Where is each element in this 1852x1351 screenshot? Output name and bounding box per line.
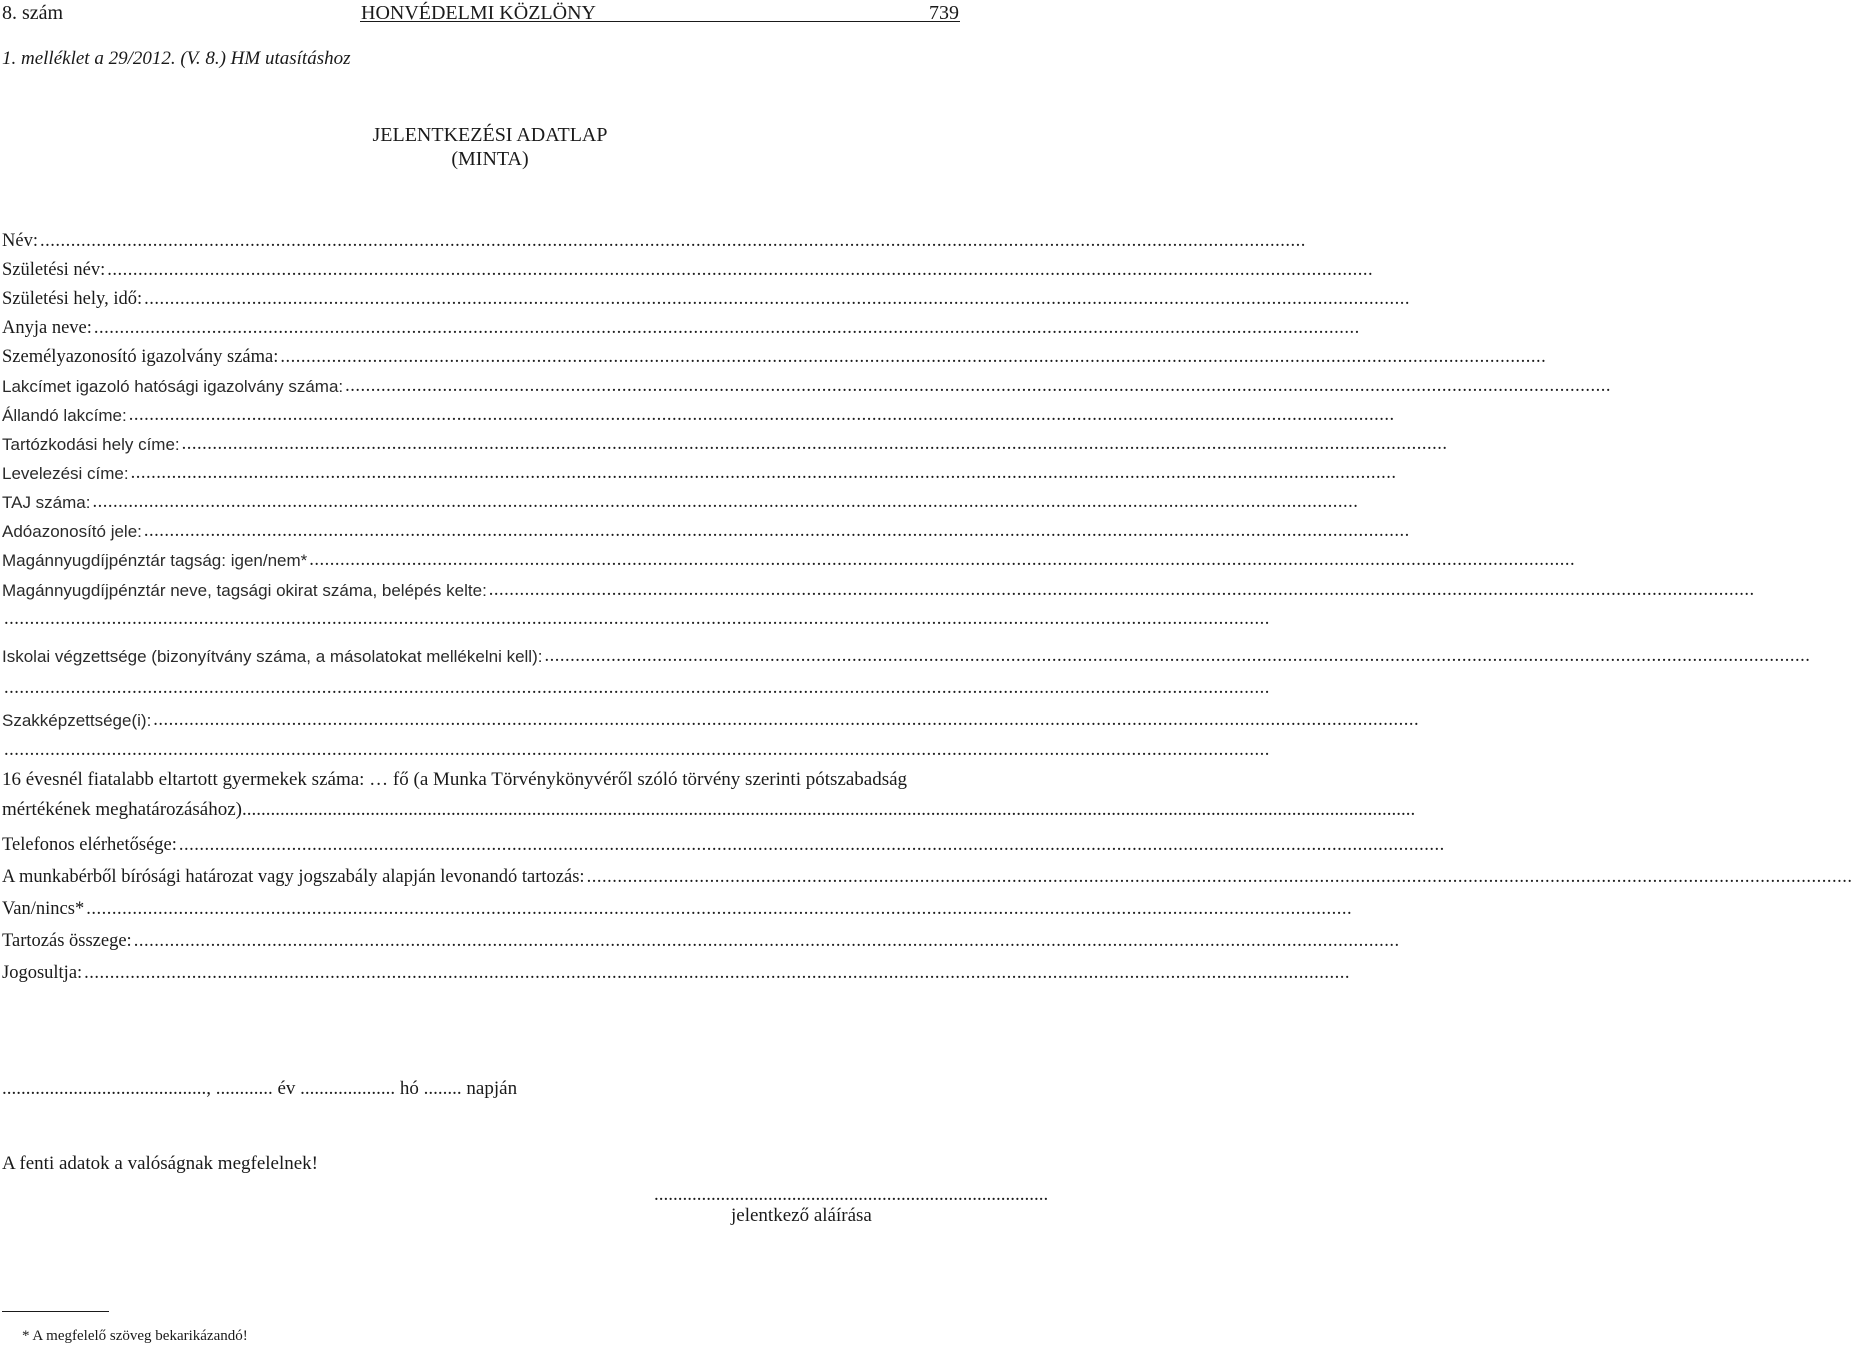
fill-line: ....................................................................................................................................................................................................................................................... (143, 521, 1410, 541)
fill-line: ....................................................................................................................................................................................................................................................... (345, 376, 1612, 396)
field-label: Lakcímet igazoló hatósági igazolvány száma: (2, 377, 344, 396)
fill-line: ....................................................................................................................................................................................................................................................... (488, 580, 1755, 600)
field-label: Magánnyugdíjpénztár neve, tagsági okirat száma, belépés kelte: (2, 581, 487, 600)
field-wage-deduction[interactable] (2, 862, 1852, 888)
signature-label: jelentkező aláírása (731, 1205, 872, 1226)
fill-line: ....................................................................................................................................................................................................................................................... (130, 463, 1397, 483)
fill-line: ....................................................................................................................................................................................................................................................... (153, 710, 1420, 730)
fill-line: ....................................................................................................................................................................................................................................................... (84, 963, 1351, 983)
field-label: Telefonos elérhetősége: (2, 835, 177, 855)
annex-reference: 1. melléklet a 29/2012. (V. 8.) HM utasításhoz (2, 48, 351, 69)
children-count-label: mértékének meghatározásához) (2, 799, 243, 820)
field-birth-place-date[interactable] (2, 284, 1410, 310)
field-label: Anyja neve: (2, 318, 92, 338)
field-name[interactable] (2, 226, 1306, 252)
field-residence-address[interactable] (2, 429, 1448, 455)
field-mother-name[interactable] (2, 313, 1360, 339)
field-label: Iskolai végzettsége (bizonyítvány száma, a másolatokat mellékelni kell): (2, 647, 543, 666)
fill-line: ....................................................................................................................................................................................................................................................... (178, 835, 1445, 855)
field-label: Levelezési címe: (2, 464, 129, 483)
field-has-debt[interactable] (2, 894, 1353, 920)
field-label: Tartózkodási hely címe: (2, 435, 180, 454)
fill-line: ....................................................................................................................................................................................................................................................... (39, 231, 1306, 251)
field-education[interactable] (2, 641, 1811, 667)
field-birth-name[interactable] (2, 255, 1374, 281)
fill-line: ....................................................................................................................................................................................................................................................... (128, 405, 1395, 425)
fill-line: ....................................................................................................................................................................................................................................................... (86, 899, 1353, 919)
form-subtitle: (MINTA) (451, 148, 529, 170)
header-rule (360, 21, 960, 22)
field-taj-number[interactable] (2, 487, 1359, 513)
fill-line: ....................................................................................................................................................................................................................................................... (544, 646, 1811, 666)
footnote-rule (2, 1311, 109, 1312)
field-label: Van/nincs* (2, 899, 85, 919)
fill-line: ....................................................................................................................................................................................................................................................... (181, 434, 1448, 454)
children-count-text-cont[interactable] (2, 799, 1416, 821)
field-label: Magánnyugdíjpénztár tagság: igen/nem* (2, 551, 308, 570)
field-pension-fund-details[interactable] (2, 575, 1755, 601)
field-address-card-number[interactable] (2, 371, 1612, 397)
fill-line: ....................................................................................................................................................................................................................................................... (93, 318, 1360, 338)
field-label: Állandó lakcíme: (2, 406, 127, 425)
field-label: A munkabérből bírósági határozat vagy jogszabály alapján levonandó tartozás: (2, 867, 585, 887)
field-pension-fund-details-cont[interactable] (2, 604, 1270, 630)
field-qualifications[interactable] (2, 705, 1420, 731)
field-debt-amount[interactable] (2, 926, 1400, 952)
fill-line: ....................................................................................................................................................................................................................................................... (309, 550, 1576, 570)
fill-line: ....................................................................................................................................................................................................................................................... (4, 609, 1270, 629)
fill-line: ....................................................................................................................................................................................................................................................... (4, 740, 1270, 760)
field-label: Név: (2, 231, 38, 251)
fill-line: ....................................................................................................................................................................................................................................................... (144, 289, 1410, 309)
field-label: TAJ száma: (2, 493, 91, 512)
issue-number: 8. szám (2, 2, 64, 24)
journal-title: HONVÉDELMI KÖZLÖNY (361, 2, 596, 24)
field-tax-id[interactable] (2, 516, 1410, 542)
fill-line: ....................................................................................................................................................................................................................................................... (133, 931, 1400, 951)
field-qualifications-cont[interactable] (2, 735, 1270, 761)
field-pension-membership[interactable] (2, 545, 1576, 571)
field-label: Adóazonosító jele: (2, 522, 142, 541)
field-label: Születési hely, idő: (2, 289, 143, 309)
page-number: 739 (929, 2, 959, 24)
field-label: Születési név: (2, 260, 106, 280)
fill-line: ....................................................................................................................................................................................................................................................... (4, 678, 1270, 698)
fill-line: ....................................................................................................................................................................................................................................................... (586, 867, 1852, 887)
fill-line: ....................................................................................................................................................................................................................................................... (280, 347, 1547, 367)
declaration: A fenti adatok a valóságnak megfelelnek! (2, 1153, 319, 1174)
signature-line[interactable]: ................................................................................... (654, 1184, 1049, 1205)
field-education-cont[interactable] (2, 673, 1270, 699)
field-label: Szakképzettsége(i): (2, 711, 152, 730)
field-phone[interactable] (2, 830, 1445, 856)
field-label: Tartozás összege: (2, 931, 132, 951)
field-id-card-number[interactable] (2, 342, 1547, 368)
form-title: JELENTKEZÉSI ADATLAP (372, 124, 608, 146)
fill-line: ....................................................................................................................................................................................................................................................... (92, 492, 1359, 512)
field-creditor[interactable] (2, 958, 1351, 984)
field-label: Jogosultja: (2, 963, 83, 983)
children-count-text[interactable]: 16 évesnél fiatalabb eltartott gyermekek száma: … fő (a Munka Törvénykönyvéről szóló törvény szerinti pótszabadság (2, 769, 908, 790)
field-mailing-address[interactable] (2, 458, 1397, 484)
date-line[interactable]: ..........................................., ............ év .................... hó ........ napján (2, 1078, 518, 1099)
field-permanent-address[interactable] (2, 400, 1395, 426)
field-label: Személyazonosító igazolvány száma: (2, 347, 279, 367)
fill-line: ....................................................................................................................................................................................................................................................... (107, 260, 1374, 280)
fill-line: ....................................................................................................................................................................................................................................................... (242, 799, 1416, 820)
footnote: * A megfelelő szöveg bekarikázandó! (22, 1328, 248, 1344)
